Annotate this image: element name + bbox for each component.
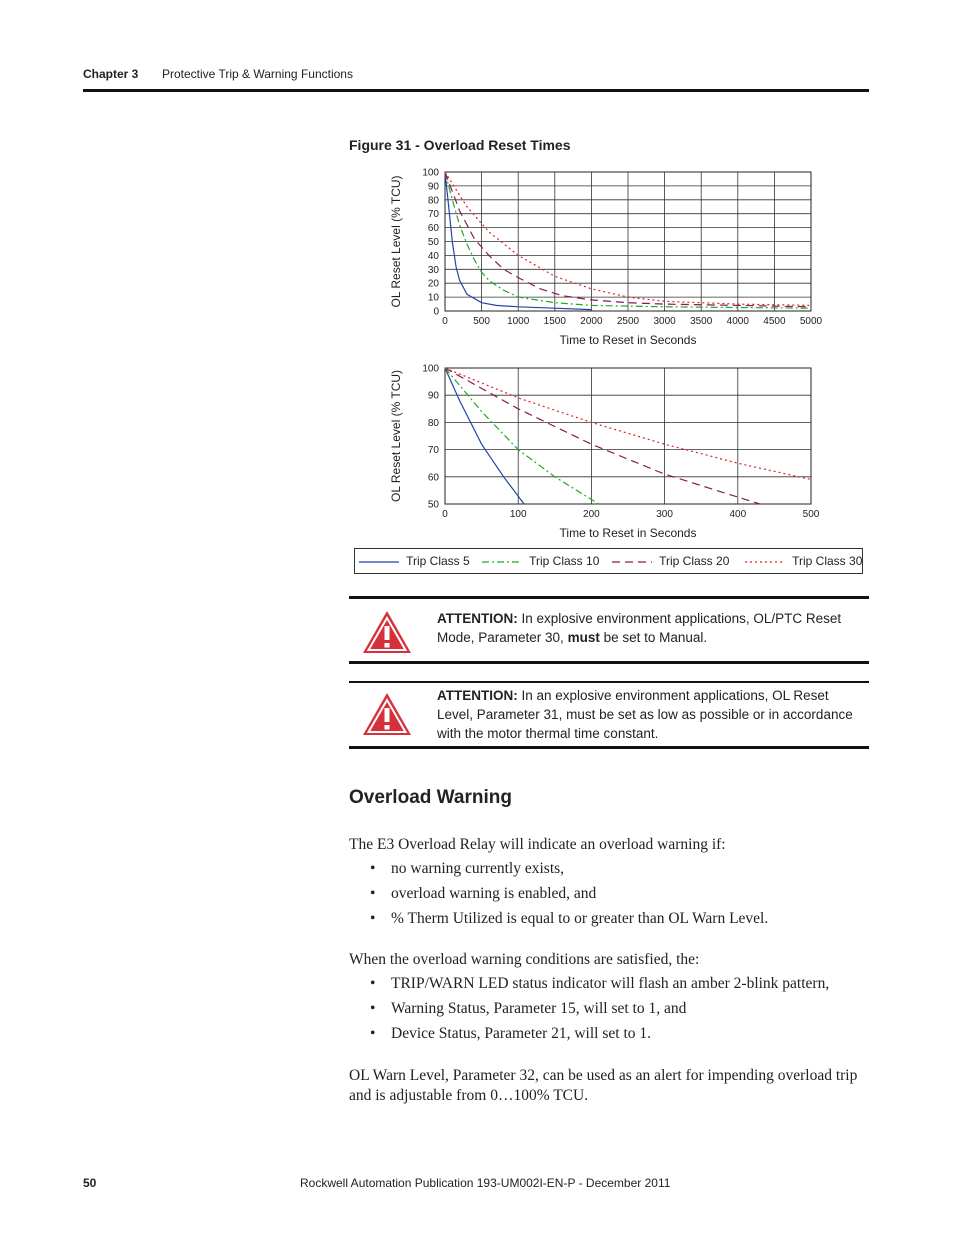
y-tick-label: 100 [422, 363, 439, 375]
legend-item-class10 [482, 554, 599, 568]
series-line [445, 368, 811, 480]
x-tick-label: 3000 [653, 316, 676, 327]
legend-label: Trip Class 20 [659, 554, 730, 568]
charts-svg [380, 160, 840, 545]
attention-label: ATTENTION: [437, 611, 518, 626]
y-axis-label: OL Reset Level (% TCU) [389, 369, 403, 503]
y-tick-label: 70 [427, 209, 439, 221]
legend-label: Trip Class 30 [792, 554, 863, 568]
plot-frame [445, 368, 811, 504]
x-tick-label: 500 [802, 509, 820, 520]
list-item: • Warning Status, Parameter 15, will set to 1, and [370, 1000, 687, 1017]
x-tick-label: 2500 [616, 316, 640, 327]
y-tick-label: 80 [427, 417, 439, 429]
attention-text: ATTENTION: In explosive environment applications, OL/PTC Reset Mode, Parameter 30, must be set to Manual. [437, 611, 842, 645]
chart-legend [354, 548, 863, 574]
list-item: • Device Status, Parameter 21, will set to 1. [370, 1025, 651, 1042]
chapter-title: Protective Trip & Warning Functions [162, 67, 353, 81]
x-tick-label: 1500 [543, 316, 566, 327]
x-tick-label: 300 [656, 509, 673, 520]
section-when: When the overload warning conditions are satisfied, the: [349, 951, 700, 968]
x-tick-label: 400 [729, 509, 747, 520]
section-closing: OL Warn Level, Parameter 32, can be used as an alert for impending overload trip and is adjustable from 0…100% TCU. [349, 1067, 858, 1104]
legend-label: Trip Class 5 [406, 554, 470, 568]
y-tick-label: 50 [427, 499, 439, 511]
chapter-label: Chapter 3 [83, 67, 139, 81]
results-list [370, 975, 829, 1050]
warning-triangle-icon [361, 691, 413, 737]
x-tick-label: 4500 [763, 316, 786, 327]
series-line [445, 368, 760, 504]
y-axis-label: OL Reset Level (% TCU) [389, 175, 403, 308]
y-tick-label: 40 [427, 250, 439, 262]
x-tick-label: 500 [473, 316, 490, 327]
y-tick-label: 50 [427, 237, 439, 248]
attention-label: ATTENTION: [437, 688, 518, 703]
warning-triangle-icon [361, 609, 413, 655]
y-tick-label: 90 [427, 390, 439, 402]
y-tick-label: 100 [422, 167, 439, 179]
section-heading: Overload Warning [349, 787, 512, 808]
x-axis-label: Time to Reset in Seconds [559, 333, 697, 347]
y-tick-label: 60 [427, 472, 439, 484]
x-tick-label: 100 [509, 509, 527, 520]
y-tick-label: 80 [427, 195, 439, 207]
legend-item-class30 [745, 554, 862, 568]
page-number: 50 [83, 1176, 97, 1190]
attention-box [349, 681, 869, 749]
y-tick-label: 30 [427, 264, 439, 276]
x-tick-label: 0 [442, 316, 448, 327]
x-tick-label: 4000 [726, 316, 749, 327]
attention-text: ATTENTION: In an explosive environment applications, OL Reset Level, Parameter 31, must be set as low as possible or in accordance with the motor thermal time constant. [437, 688, 853, 741]
list-item: • % Therm Utilized is equal to or greater than OL Warn Level. [370, 910, 769, 927]
y-tick-label: 60 [427, 223, 439, 235]
y-tick-label: 20 [427, 278, 439, 290]
x-tick-label: 1000 [507, 316, 530, 327]
section-intro: The E3 Overload Relay will indicate an overload warning if: [349, 836, 726, 853]
header-rule [83, 89, 869, 92]
legend-label: Trip Class 10 [529, 554, 600, 568]
y-tick-label: 70 [427, 445, 439, 457]
y-tick-label: 90 [427, 181, 439, 193]
x-tick-label: 200 [583, 509, 600, 520]
y-tick-label: 0 [433, 306, 439, 318]
legend-item-class20 [612, 554, 729, 568]
legend-item-class5 [359, 554, 470, 568]
publication-info: Rockwell Automation Publication 193-UM002I-EN-P - December 2011 [300, 1176, 671, 1190]
attention-box [349, 596, 869, 664]
x-tick-label: 3500 [690, 316, 713, 327]
list-item: • overload warning is enabled, and [370, 885, 597, 902]
conditions-list [370, 860, 768, 935]
x-tick-label: 0 [442, 509, 448, 520]
x-tick-label: 5000 [799, 316, 823, 327]
list-item: • no warning currently exists, [370, 860, 565, 877]
series-line [445, 368, 524, 504]
figure-caption: Figure 31 - Overload Reset Times [349, 137, 571, 153]
x-axis-label: Time to Reset in Seconds [559, 526, 697, 540]
overload-reset-charts [380, 160, 840, 550]
x-tick-label: 2000 [580, 316, 603, 327]
list-item: • TRIP/WARN LED status indicator will flash an amber 2-blink pattern, [370, 975, 830, 992]
y-tick-label: 10 [427, 292, 439, 304]
